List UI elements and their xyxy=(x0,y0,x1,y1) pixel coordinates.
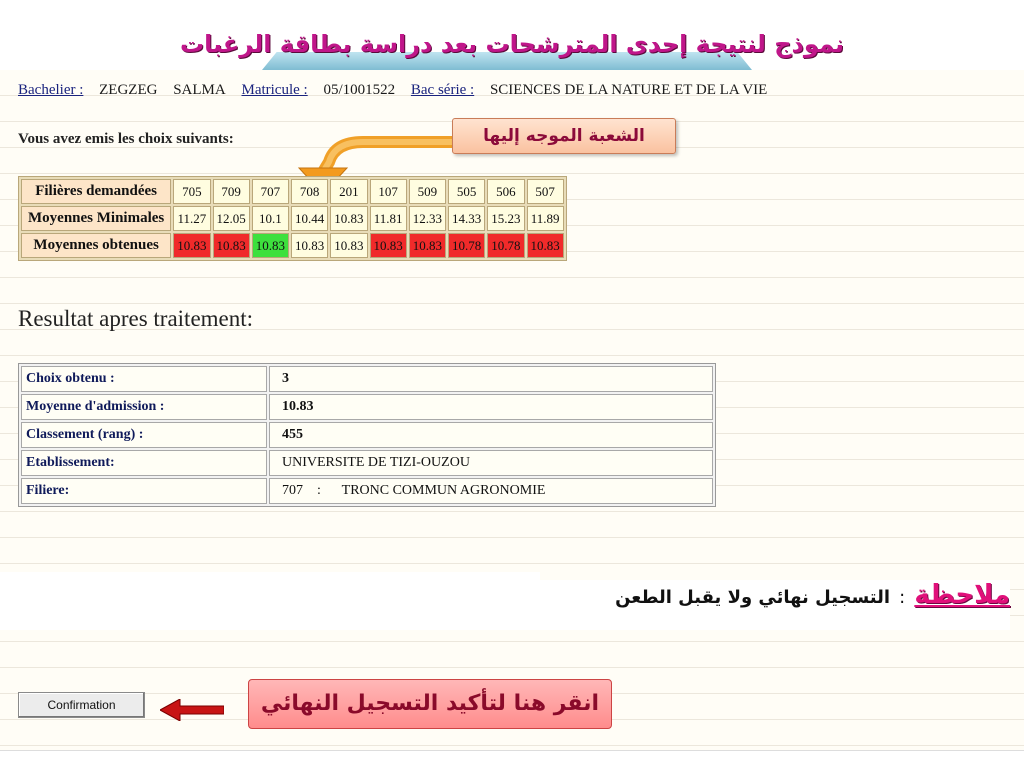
obtenue-cell: 10.83 xyxy=(173,233,210,258)
row-label-minimales: Moyennes Minimales xyxy=(21,206,171,231)
filiere-cell: 707 xyxy=(252,179,289,204)
row-label-filieres: Filières demandées xyxy=(21,179,171,204)
minimale-cell: 11.89 xyxy=(527,206,564,231)
obtenue-cell: 10.83 xyxy=(527,233,564,258)
bachelier-prenom: SALMA xyxy=(173,82,226,98)
table-row xyxy=(21,478,713,504)
note-colon: : xyxy=(899,587,906,608)
filiere-cell: 107 xyxy=(370,179,407,204)
result-value: 10.83 xyxy=(269,394,713,420)
oriented-branch-callout: الشعبة الموجه إليها xyxy=(452,118,676,154)
result-label: Moyenne d'admission : xyxy=(21,394,267,420)
result-value: 707 : TRONC COMMUN AGRONOMIE xyxy=(269,478,713,504)
result-label: Etablissement: xyxy=(21,450,267,476)
minimale-cell: 12.05 xyxy=(213,206,250,231)
bachelier-label: Bachelier : xyxy=(18,82,84,98)
choices-table xyxy=(18,176,567,261)
obtenue-cell: 10.83 xyxy=(213,233,250,258)
filiere-cell: 509 xyxy=(409,179,446,204)
minimale-cell: 14.33 xyxy=(448,206,485,231)
result-value: 455 xyxy=(269,422,713,448)
confirm-instruction-callout: انقر هنا لتأكيد التسجيل النهائي xyxy=(248,679,612,729)
obtenue-cell: 10.83 xyxy=(409,233,446,258)
table-row xyxy=(21,206,564,231)
table-row xyxy=(21,179,564,204)
filiere-cell: 506 xyxy=(487,179,524,204)
table-row xyxy=(21,394,713,420)
obtenue-cell: 10.78 xyxy=(448,233,485,258)
bachelier-nom: ZEGZEG xyxy=(99,82,158,98)
minimale-cell: 10.1 xyxy=(252,206,289,231)
note-box xyxy=(540,580,1010,630)
table-row xyxy=(21,450,713,476)
row-label-obtenues: Moyennes obtenues xyxy=(21,233,171,258)
result-label: Filiere: xyxy=(21,478,267,504)
result-table xyxy=(18,363,716,507)
matricule-value: 05/1001522 xyxy=(323,82,396,98)
filiere-cell: 708 xyxy=(291,179,328,204)
filiere-cell: 201 xyxy=(330,179,367,204)
bac-serie-label: Bac série : xyxy=(410,82,475,98)
minimale-cell: 10.83 xyxy=(330,206,367,231)
note-label: ملاحظة xyxy=(914,580,1010,610)
choices-intro: Vous avez emis les choix suivants: xyxy=(18,131,234,147)
note-text: التسجيل نهائي ولا يقبل الطعن xyxy=(615,587,891,608)
result-heading: Resultat apres traitement: xyxy=(18,306,254,331)
bac-serie-value: SCIENCES DE LA NATURE ET DE LA VIE xyxy=(489,82,768,98)
table-row xyxy=(21,422,713,448)
page-title: نموذج لنتيجة إحدى المترشحات بعد دراسة بطاقة الرغبات xyxy=(179,30,845,58)
obtenue-cell: 10.78 xyxy=(487,233,524,258)
confirmation-button[interactable]: Confirmation xyxy=(18,692,145,718)
filiere-cell: 709 xyxy=(213,179,250,204)
minimale-cell: 10.44 xyxy=(291,206,328,231)
result-value: 3 xyxy=(269,366,713,392)
minimale-cell: 15.23 xyxy=(487,206,524,231)
minimale-cell: 12.33 xyxy=(409,206,446,231)
left-arrow-icon xyxy=(160,699,224,721)
obtenue-cell: 10.83 xyxy=(291,233,328,258)
filiere-cell: 505 xyxy=(448,179,485,204)
table-row xyxy=(21,233,564,258)
obtenue-cell: 10.83 xyxy=(252,233,289,258)
matricule-label: Matricule : xyxy=(241,82,308,98)
obtenue-cell: 10.83 xyxy=(370,233,407,258)
white-overlay xyxy=(0,572,540,630)
filiere-cell: 507 xyxy=(527,179,564,204)
candidate-info-line xyxy=(18,82,1024,99)
result-label: Choix obtenu : xyxy=(21,366,267,392)
obtenue-cell: 10.83 xyxy=(330,233,367,258)
result-value: UNIVERSITE DE TIZI-OUZOU xyxy=(269,450,713,476)
minimale-cell: 11.27 xyxy=(173,206,210,231)
minimale-cell: 11.81 xyxy=(370,206,407,231)
filiere-cell: 705 xyxy=(173,179,210,204)
result-label: Classement (rang) : xyxy=(21,422,267,448)
bottom-divider xyxy=(0,750,1024,751)
table-row xyxy=(21,366,713,392)
